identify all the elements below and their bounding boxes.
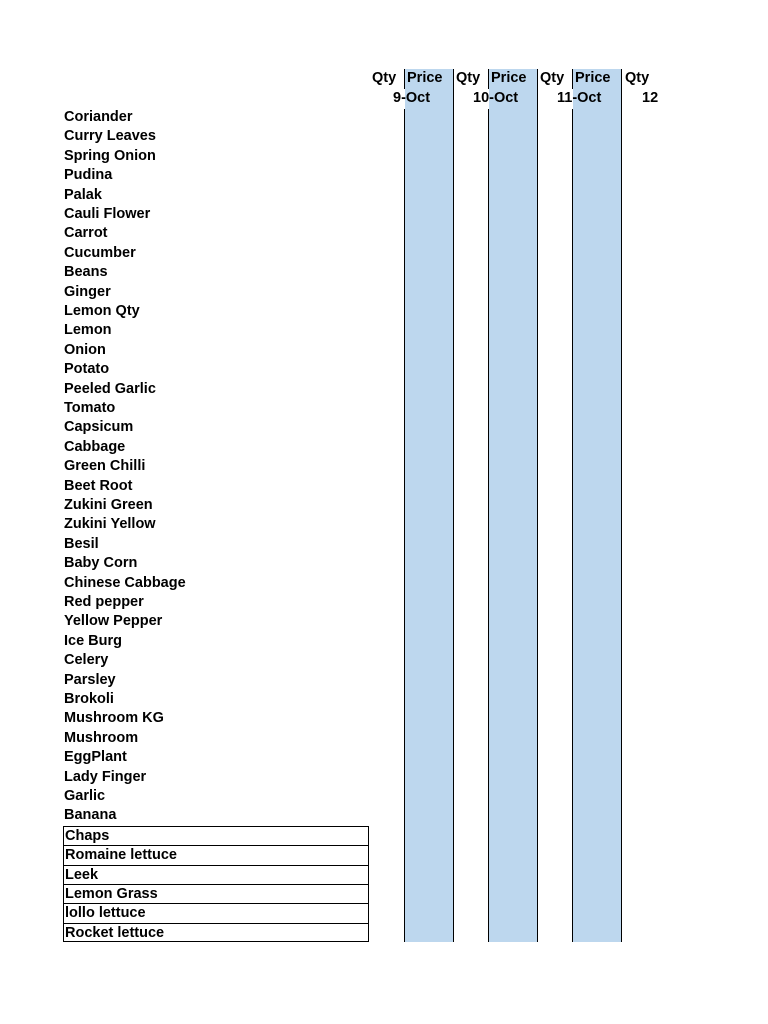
item-row-label: Beans: [64, 264, 108, 281]
column-header-price-3: Price: [575, 70, 611, 86]
gridline-v: [488, 109, 489, 942]
item-row-label: Red pepper: [64, 594, 144, 610]
price-column-shade-3: [573, 69, 621, 942]
column-header-price-1: Price: [407, 70, 443, 86]
item-row-label: Banana: [64, 807, 117, 824]
item-row-label: Garlic: [64, 788, 106, 804]
item-row-label: EggPlant: [64, 749, 127, 766]
item-row-label: Spring Onion: [64, 147, 156, 164]
gridline-v: [453, 69, 454, 942]
item-row-label: Pudina: [64, 167, 113, 184]
gridline-v: [404, 109, 405, 942]
item-row-label: Zukini Yellow: [64, 516, 156, 533]
item-row-label: Potato: [64, 361, 110, 378]
column-header-price-2: Price: [491, 70, 527, 86]
item-row-label: Coriander: [64, 109, 133, 125]
item-row-label: Lady Finger: [64, 768, 147, 785]
item-row-label: Capsicum: [64, 419, 134, 436]
item-row-label: Beet Root: [64, 477, 133, 494]
item-row-label: Cucumber: [64, 244, 136, 261]
item-row-label: Yellow Pepper: [64, 613, 163, 630]
column-header-qty-3: Qty: [540, 70, 565, 86]
item-row-label: Ginger: [64, 283, 111, 300]
column-header-qty-1: Qty: [372, 70, 397, 86]
gridline-v: [488, 69, 489, 89]
date-header-2: 10-Oct: [473, 90, 519, 106]
gridline-v: [572, 69, 573, 89]
item-row-label: Celery: [64, 652, 109, 669]
item-row-label: Besil: [64, 535, 99, 552]
price-column-shade-1: [405, 69, 453, 942]
item-row-label: Cabbage: [64, 438, 126, 455]
date-header-1: 9-Oct: [393, 90, 431, 106]
item-row-label: Ice Burg: [64, 632, 123, 649]
item-row-label: Mushroom: [64, 729, 139, 746]
item-row-label: Zukini Green: [64, 497, 153, 513]
item-row-label: Mushroom KG: [64, 710, 164, 727]
item-row-label: Rocket lettuce: [63, 923, 369, 942]
item-row-label: Parsley: [64, 671, 116, 688]
item-row-label: Romaine lettuce: [63, 845, 369, 864]
item-row-label: Green Chilli: [64, 458, 146, 475]
gridline-v: [537, 69, 538, 942]
item-row-label: Palak: [64, 186, 102, 203]
item-row-label: Curry Leaves: [64, 128, 156, 145]
item-row-label: lollo lettuce: [63, 903, 369, 922]
item-row-label: Lemon Qty: [64, 303, 140, 319]
column-header-qty-2: Qty: [456, 70, 481, 86]
item-row-label: Tomato: [64, 400, 116, 416]
item-row-label: Chinese Cabbage: [64, 574, 186, 591]
item-row-label: Onion: [64, 341, 106, 358]
gridline-v: [404, 69, 405, 89]
date-header-4: 12: [642, 90, 659, 106]
item-row-label: Chaps: [63, 826, 369, 845]
item-row-label: Cauli Flower: [64, 206, 151, 222]
gridline-v: [572, 109, 573, 942]
item-row-label: Leek: [63, 865, 369, 884]
price-column-shade-2: [489, 69, 537, 942]
gridline-v: [621, 69, 622, 942]
date-header-3: 11-Oct: [557, 90, 602, 106]
item-row-label: Carrot: [64, 225, 108, 242]
item-row-label: Brokoli: [64, 691, 114, 707]
item-row-label: Baby Corn: [64, 555, 138, 572]
item-row-label: Lemon: [64, 322, 112, 339]
item-row-label: Lemon Grass: [63, 884, 369, 903]
item-row-label: Peeled Garlic: [64, 380, 156, 397]
column-header-qty-4: Qty: [625, 70, 650, 86]
